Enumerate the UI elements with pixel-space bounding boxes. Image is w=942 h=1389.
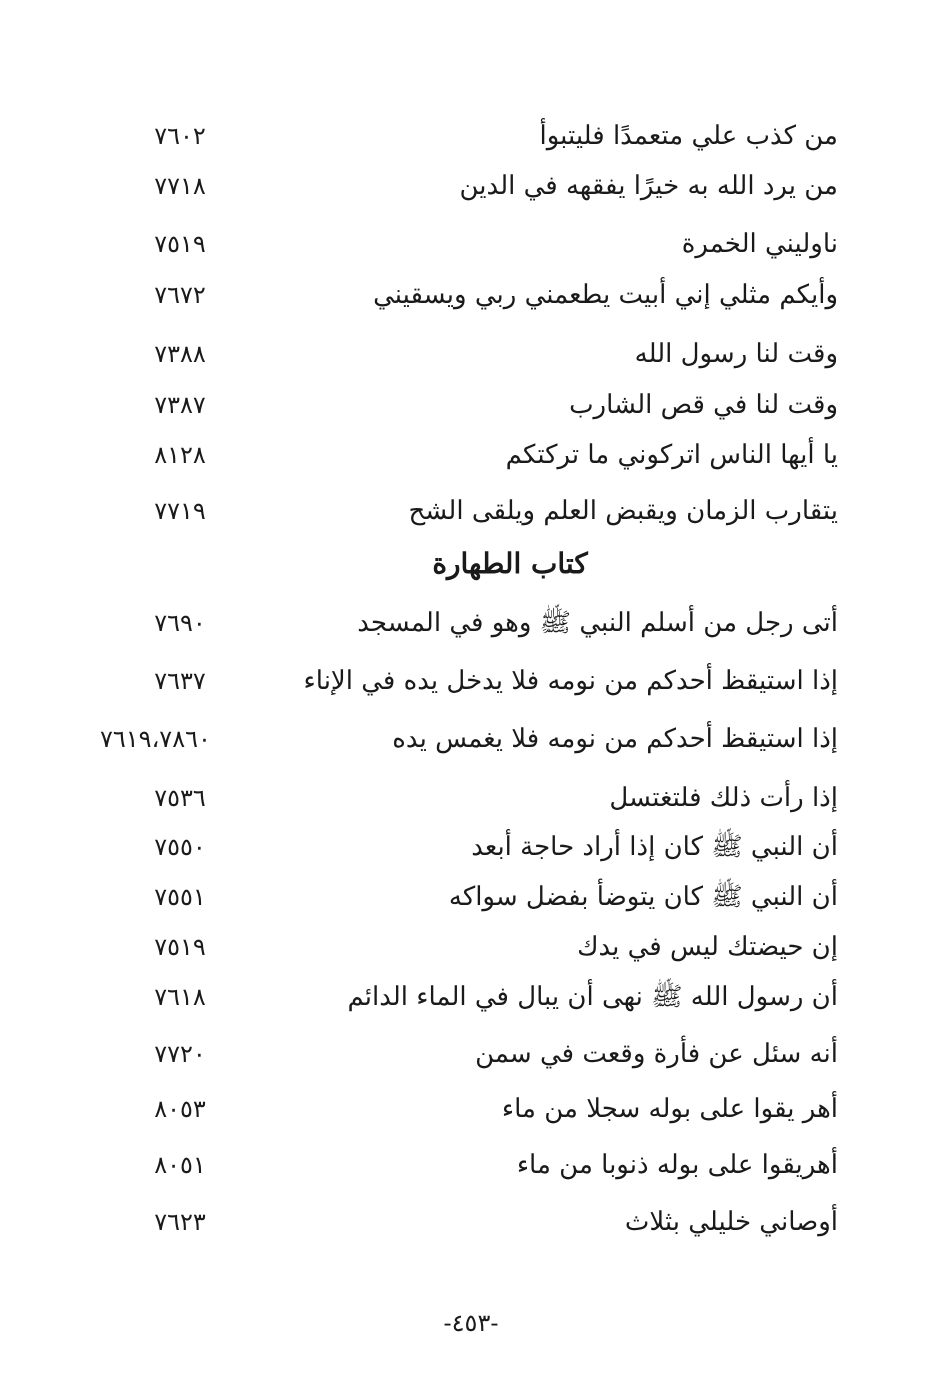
hadith-incipit: أهريقوا على بوله ذنوبا من ماء <box>516 1150 838 1180</box>
index-entry <box>0 486 942 536</box>
index-entry <box>0 430 942 480</box>
index-entry <box>0 714 942 764</box>
hadith-incipit: أن رسول الله ﷺ نهى أن يبال في الماء الدائم <box>347 982 838 1012</box>
index-entry <box>0 111 942 161</box>
page-number: -٤٥٣- <box>443 1309 499 1337</box>
index-entry <box>0 1197 942 1247</box>
hadith-incipit: أتى رجل من أسلم النبي ﷺ وهو في المسجد <box>357 608 838 638</box>
index-entry <box>0 922 942 972</box>
hadith-number: ٧٥٥٠ <box>154 833 206 861</box>
hadith-number: ٨٠٥٣ <box>154 1095 206 1123</box>
index-entry <box>0 161 942 211</box>
hadith-number: ٧٧١٩ <box>154 497 206 525</box>
hadith-incipit: إن حيضتك ليس في يدك <box>577 932 838 962</box>
hadith-incipit: من يرد الله به خيرًا يفقهه في الدين <box>459 171 838 201</box>
section-title: كتاب الطهارة <box>432 547 588 580</box>
hadith-number: ٧٥٣٦ <box>154 784 206 812</box>
index-entry <box>0 656 942 706</box>
hadith-number: ٧٥١٩ <box>154 230 206 258</box>
hadith-number: ٧٦٧٢ <box>154 281 206 309</box>
hadith-number: ٧٦٩٠ <box>154 609 206 637</box>
hadith-incipit: يتقارب الزمان ويقبض العلم ويلقى الشح <box>408 496 838 526</box>
hadith-incipit: من كذب علي متعمدًا فليتبوأ <box>539 121 838 151</box>
index-entry <box>0 270 942 320</box>
hadith-number: ٧٧١٨ <box>154 172 206 200</box>
hadith-incipit: وقت لنا رسول الله <box>634 339 838 369</box>
hadith-number: ٧٥١٩ <box>154 933 206 961</box>
hadith-number: ٧٣٨٨ <box>154 340 206 368</box>
hadith-number: ٧٦٣٧ <box>154 667 206 695</box>
index-entry <box>0 380 942 430</box>
hadith-number: ٨١٢٨ <box>154 441 206 469</box>
hadith-incipit: أن النبي ﷺ كان إذا أراد حاجة أبعد <box>471 832 838 862</box>
index-entry <box>0 822 942 872</box>
index-entry <box>0 1029 942 1079</box>
hadith-number: ٧٧٢٠ <box>154 1040 206 1068</box>
hadith-incipit: أن النبي ﷺ كان يتوضأ بفضل سواكه <box>448 882 838 912</box>
index-entry <box>0 219 942 269</box>
hadith-incipit: أوصاني خليلي بثلاث <box>624 1207 838 1237</box>
index-entry <box>0 972 942 1022</box>
hadith-incipit: ناوليني الخمرة <box>681 229 838 259</box>
hadith-incipit: وقت لنا في قص الشارب <box>569 390 838 420</box>
hadith-incipit: أهر يقوا على بوله سجلا من ماء <box>501 1094 838 1124</box>
hadith-number: ٨٠٥١ <box>154 1151 206 1179</box>
index-entry <box>0 1140 942 1190</box>
hadith-incipit: إذا استيقظ أحدكم من نومه فلا يدخل يده في الإناء <box>303 666 838 696</box>
hadith-number: ٧٦٢٣ <box>154 1208 206 1236</box>
index-entry <box>0 598 942 648</box>
hadith-incipit: إذا رأت ذلك فلتغتسل <box>609 783 838 813</box>
hadith-number: ٧٥٥١ <box>154 883 206 911</box>
hadith-incipit: وأيكم مثلي إني أبيت يطعمني ربي ويسقيني <box>373 280 838 310</box>
index-entry <box>0 872 942 922</box>
index-entry <box>0 1084 942 1134</box>
hadith-number: ٧٦١٨ <box>154 983 206 1011</box>
hadith-incipit: يا أيها الناس اتركوني ما تركتكم <box>505 440 838 470</box>
hadith-incipit: إذا استيقظ أحدكم من نومه فلا يغمس يده <box>392 724 838 754</box>
hadith-number: ٧٦٠٢ <box>154 122 206 150</box>
index-entry <box>0 773 942 823</box>
hadith-number: ٧٦١٩،٧٨٦٠ <box>100 725 211 753</box>
hadith-incipit: أنه سئل عن فأرة وقعت في سمن <box>475 1039 838 1069</box>
index-entry <box>0 329 942 379</box>
hadith-number: ٧٣٨٧ <box>154 391 206 419</box>
